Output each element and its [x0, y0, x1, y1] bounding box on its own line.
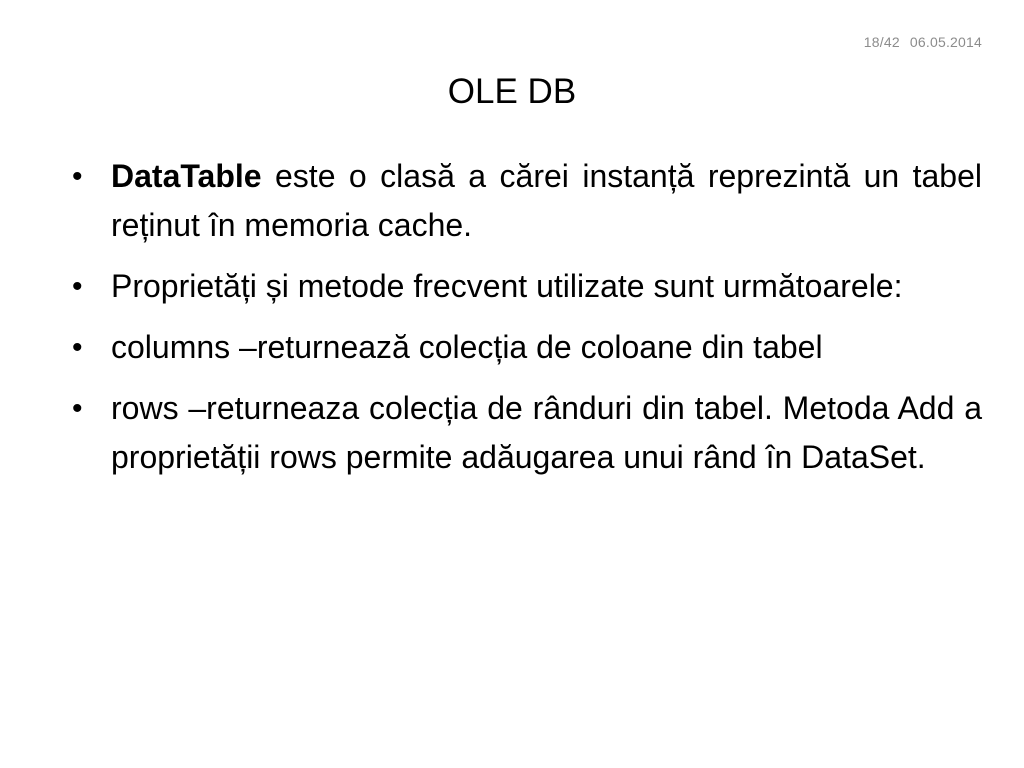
- bullet-item-rows: [72, 384, 982, 482]
- bullet-icon: •: [72, 160, 83, 193]
- bullet-text: rows –returneaza colecția de rânduri din tabel. Metoda Add a proprietății rows permite adăugarea unui rând în DataSet.: [111, 390, 982, 475]
- bullet-term: DataTable: [111, 158, 262, 194]
- page-number: 18/42: [863, 34, 900, 50]
- bullet-text: Proprietăți și metode frecvent utilizate sunt următoarele:: [111, 268, 903, 304]
- bullet-icon: •: [72, 331, 83, 364]
- bullet-icon: •: [72, 392, 83, 425]
- bullet-item-columns: [72, 323, 982, 372]
- bullet-text: este o clasă a cărei instanță reprezintă un tabel reținut în memoria cache.: [111, 158, 982, 243]
- slide-date: 06.05.2014: [909, 34, 982, 50]
- bullet-icon: •: [72, 270, 83, 303]
- bullet-item-properties: [72, 262, 982, 311]
- bullet-item-datatable: [72, 152, 982, 250]
- bullet-text: columns –returnează colecția de coloane din tabel: [111, 329, 823, 365]
- bullet-list: [72, 152, 982, 494]
- slide-title: OLE DB: [447, 72, 577, 111]
- slide-meta: [864, 34, 982, 50]
